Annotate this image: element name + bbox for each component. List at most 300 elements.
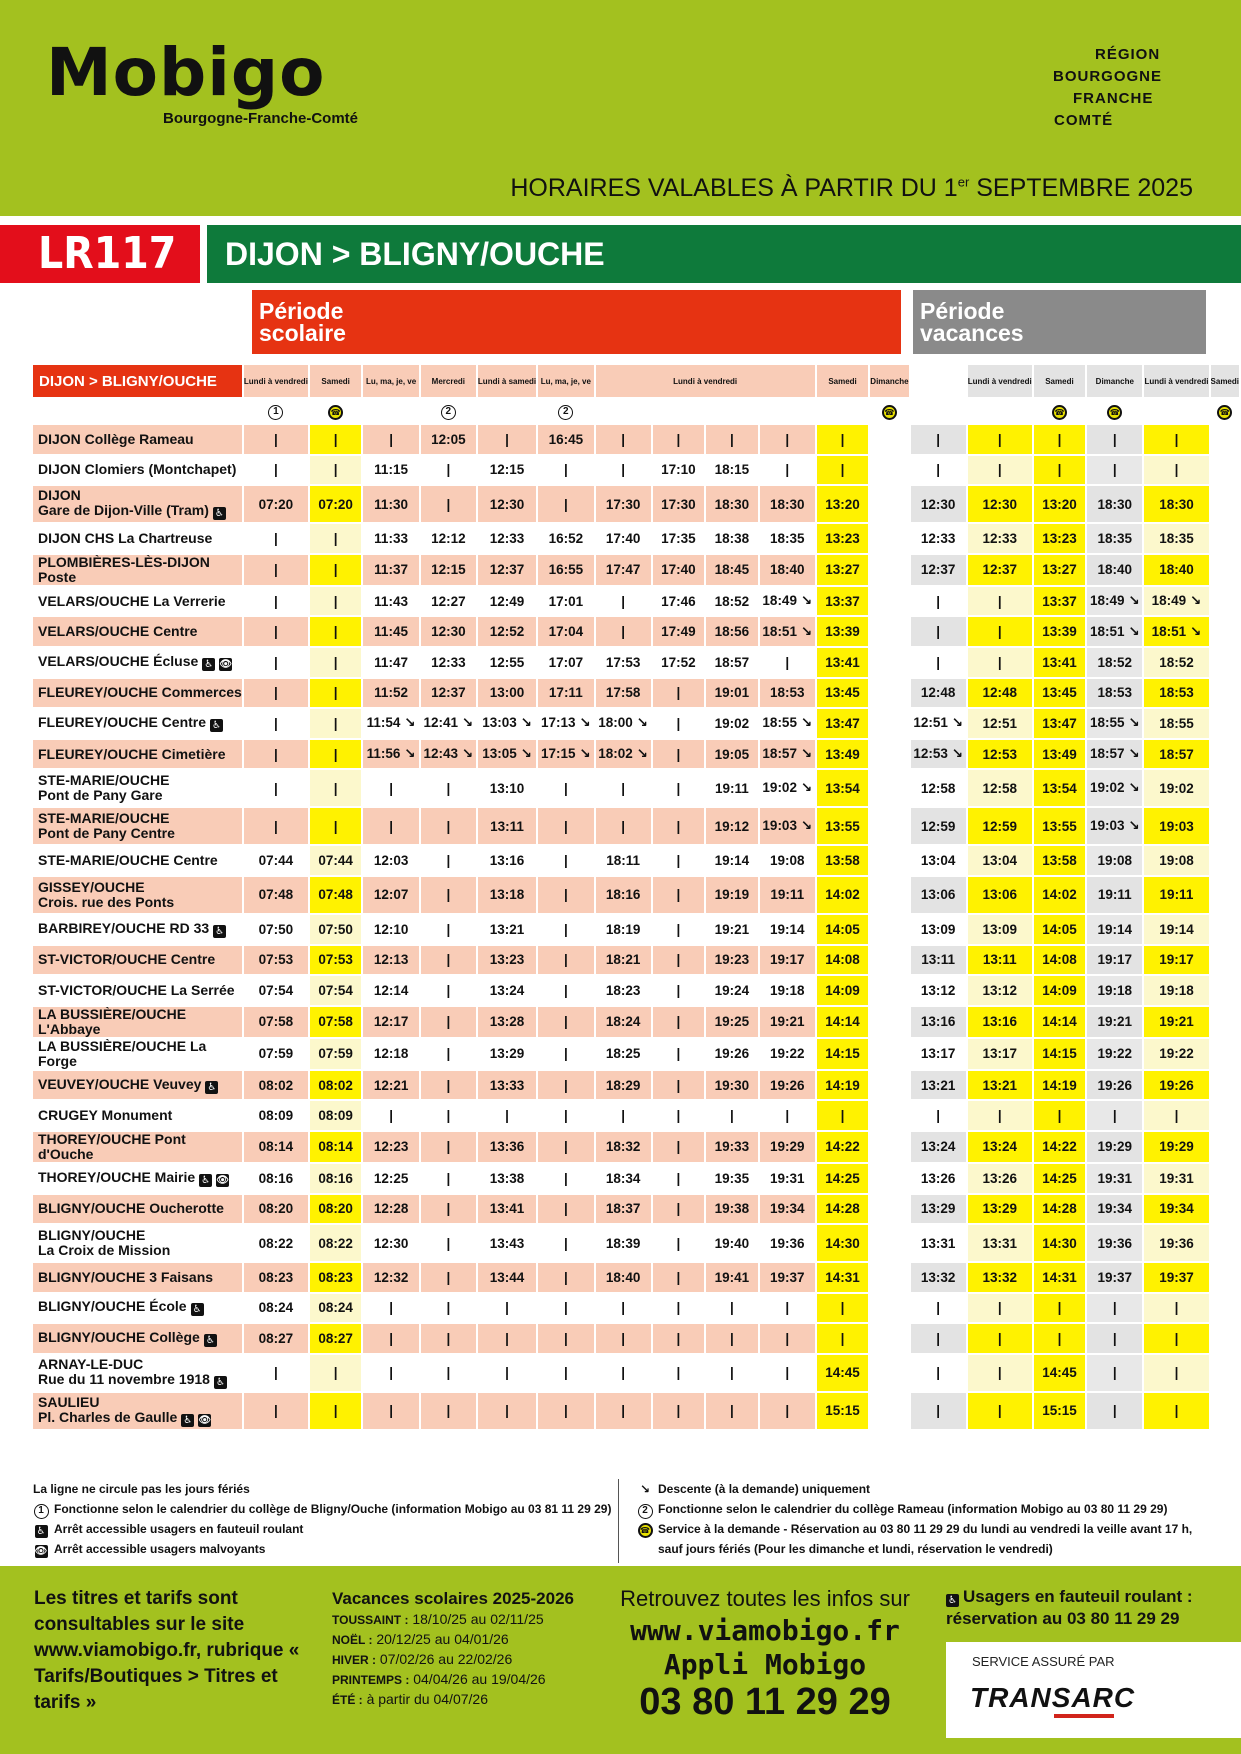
time-cell: | (421, 1132, 478, 1164)
time-cell: | (421, 915, 478, 946)
time-cell: 19:37 (760, 1263, 817, 1294)
time-cell: 14:25 (1034, 1164, 1087, 1195)
stop-name: BARBIREY/OUCHE RD 33 ♿ (33, 915, 244, 946)
time-cell: 12:07 (363, 877, 420, 915)
time-cell: | (538, 1039, 595, 1071)
time-cell: | (706, 1294, 759, 1325)
time-cell: | (968, 1324, 1034, 1355)
time-cell: 12:30 (968, 486, 1034, 524)
time-cell: 12:59 (911, 808, 968, 846)
on-demand-phone-icon: ☎ (1217, 405, 1232, 420)
time-cell: 18:40 (760, 555, 817, 587)
time-cell: | (706, 1355, 759, 1393)
time-cell: | (968, 1294, 1034, 1325)
time-cell: 18:57 (706, 648, 759, 679)
note-cell (760, 399, 817, 425)
time-cell: 12:30 (478, 486, 538, 524)
time-cell: | (363, 808, 420, 846)
note-cell (1144, 399, 1210, 425)
day-header: Lundi à vendredi (244, 365, 310, 399)
eye-icon: 👁 (219, 658, 233, 670)
period-school: Période scolaire (252, 290, 901, 354)
time-cell: 14:30 (817, 1225, 870, 1263)
time-cell: 12:17 (363, 1007, 420, 1039)
stop-name: BLIGNY/OUCHE Collège ♿ (33, 1324, 244, 1355)
gap (870, 486, 910, 524)
time-cell: | (1144, 425, 1210, 456)
time-cell: | (310, 648, 363, 679)
direction-label: DIJON > BLIGNY/OUCHE (33, 365, 244, 399)
time-cell: 18:30 (1087, 486, 1144, 524)
time-cell: 12:23 (363, 1132, 420, 1164)
time-cell: 07:58 (244, 1007, 310, 1039)
time-cell: 17:58 (596, 679, 653, 710)
time-cell: | (244, 1355, 310, 1393)
time-cell: 11:47 (363, 648, 420, 679)
time-cell: 13:24 (478, 976, 538, 1007)
time-cell: | (310, 808, 363, 846)
time-cell: 17:40 (653, 555, 706, 587)
time-cell: | (538, 1132, 595, 1164)
time-cell: 13:31 (911, 1225, 968, 1263)
time-cell: | (653, 1195, 706, 1226)
time-cell: 13:28 (478, 1007, 538, 1039)
table-row (33, 1225, 1241, 1263)
time-cell: | (760, 425, 817, 456)
time-cell: 13:21 (911, 1071, 968, 1102)
day-header: Mercredi (421, 365, 478, 399)
note-cell (968, 399, 1034, 425)
time-cell: 14:05 (817, 915, 870, 946)
time-cell: | (653, 679, 706, 710)
time-cell: 18:57 ↘ (1087, 740, 1144, 771)
time-cell: | (421, 1393, 478, 1431)
table-row (33, 1071, 1241, 1102)
time-cell: 19:02 (706, 709, 759, 740)
website[interactable]: www.viamobigo.fr (630, 1614, 900, 1647)
time-cell: 13:37 (1034, 587, 1087, 618)
table-row (33, 1195, 1241, 1226)
time-cell: | (538, 486, 595, 524)
time-cell: | (911, 1294, 968, 1325)
wheelchair-icon: ♿ (213, 507, 226, 520)
time-cell: 12:59 (968, 808, 1034, 846)
holiday-period: HIVER : 07/02/26 au 22/02/26 (332, 1651, 513, 1667)
gap (870, 1071, 910, 1102)
time-cell: | (653, 1071, 706, 1102)
time-cell: | (911, 1324, 968, 1355)
time-cell: | (538, 456, 595, 487)
time-cell: 15:15 (1034, 1393, 1087, 1431)
time-cell: | (817, 1294, 870, 1325)
holiday-period: TOUSSAINT : 18/10/25 au 02/11/25 (332, 1611, 544, 1627)
time-cell: 13:20 (817, 486, 870, 524)
time-cell: 19:11 (760, 877, 817, 915)
timetable (33, 365, 1241, 1431)
time-cell: 13:58 (817, 846, 870, 877)
time-cell: | (968, 1393, 1034, 1431)
eye-icon: 👁 (34, 1546, 48, 1557)
time-cell: | (653, 915, 706, 946)
wheelchair-icon: ♿ (35, 1525, 48, 1538)
time-cell: 19:11 (706, 770, 759, 808)
time-cell: 18:19 (596, 915, 653, 946)
time-cell: | (706, 1393, 759, 1431)
time-cell: | (760, 1294, 817, 1325)
time-cell: 07:44 (310, 846, 363, 877)
time-cell: 08:22 (310, 1225, 363, 1263)
stop-name: PLOMBIÈRES-LÈS-DIJON Poste (33, 555, 244, 587)
time-cell: 16:45 (538, 425, 595, 456)
time-cell: | (1034, 1324, 1087, 1355)
time-cell: 18:40 (596, 1263, 653, 1294)
table-row (33, 740, 1241, 771)
time-cell: 12:15 (478, 456, 538, 487)
time-cell: | (1144, 1393, 1210, 1431)
time-cell: | (1087, 1355, 1144, 1393)
time-cell: 08:20 (244, 1195, 310, 1226)
time-cell: 17:30 (653, 486, 706, 524)
time-cell: 13:37 (817, 587, 870, 618)
time-cell: 13:09 (911, 915, 968, 946)
time-cell: 08:27 (310, 1324, 363, 1355)
time-cell: 17:35 (653, 524, 706, 555)
time-cell: | (911, 648, 968, 679)
note-cell (870, 399, 910, 425)
time-cell: 12:33 (968, 524, 1034, 555)
notes-row (33, 399, 1241, 425)
time-cell: 19:14 (1087, 915, 1144, 946)
time-cell: | (538, 1164, 595, 1195)
header-row (33, 365, 1241, 399)
time-cell: 13:16 (911, 1007, 968, 1039)
time-cell: 18:49 ↘ (1087, 587, 1144, 618)
time-cell: 18:39 (596, 1225, 653, 1263)
stop-name: VELARS/OUCHE La Verrerie (33, 587, 244, 618)
stop-name: BLIGNY/OUCHE 3 Faisans (33, 1263, 244, 1294)
time-cell: 14:22 (817, 1132, 870, 1164)
stop-name: VELARS/OUCHE Écluse ♿ 👁 (33, 648, 244, 679)
holiday-period: NOËL : 20/12/25 au 04/01/26 (332, 1631, 509, 1647)
time-cell: 19:29 (1144, 1132, 1210, 1164)
time-cell: | (538, 946, 595, 977)
time-cell: | (911, 1101, 968, 1132)
legend-note-2: 2 Fonctionne selon le calendrier du collège Rameau (information Mobigo au 03 80 11 29 29) (637, 1499, 1206, 1519)
time-cell: 08:23 (310, 1263, 363, 1294)
time-cell: 12:18 (363, 1039, 420, 1071)
time-cell: | (538, 915, 595, 946)
table-row (33, 808, 1241, 846)
time-cell: 19:31 (1087, 1164, 1144, 1195)
time-cell: 07:50 (244, 915, 310, 946)
time-cell: 13:23 (1034, 524, 1087, 555)
time-cell: 13:17 (968, 1039, 1034, 1071)
time-cell: 11:56 ↘ (363, 740, 420, 771)
time-cell: | (817, 456, 870, 487)
time-cell: 12:14 (363, 976, 420, 1007)
time-cell: | (653, 846, 706, 877)
time-cell: | (310, 1393, 363, 1431)
time-cell: | (968, 456, 1034, 487)
time-cell: | (911, 456, 968, 487)
time-cell: 08:24 (310, 1294, 363, 1325)
time-cell: 07:48 (244, 877, 310, 915)
time-cell: 19:34 (760, 1195, 817, 1226)
note-cell (1087, 399, 1144, 425)
time-cell: | (1087, 456, 1144, 487)
time-cell: | (478, 1324, 538, 1355)
time-cell: | (1034, 1101, 1087, 1132)
time-cell: | (421, 808, 478, 846)
gap (870, 915, 910, 946)
eye-icon: 👁 (216, 1174, 229, 1186)
time-cell: 13:23 (478, 946, 538, 977)
time-cell: 08:24 (244, 1294, 310, 1325)
time-cell: | (1144, 1294, 1210, 1325)
tarifs-info: Les titres et tarifs sont consultables sur le site www.viamobigo.fr, rubrique « Tarifs/Boutiques > Titres et tarifs » (34, 1588, 300, 1713)
table-row (33, 617, 1241, 648)
time-cell: 12:30 (363, 1225, 420, 1263)
time-cell: 14:09 (1034, 976, 1087, 1007)
gap (870, 1039, 910, 1071)
stop-name: BLIGNY/OUCHE La Croix de Mission (33, 1225, 244, 1263)
school-holidays: Vacances scolaires 2025-2026 TOUSSAINT : 18/10/25 au 02/11/25 NOËL : 20/12/25 au 04/01/26 HIVER : 07/02/26 au 22/02/26 PRINTEMPS : 04/04/26 au 19/04/26 ÉTÉ : à partir du 04/07/26 (332, 1588, 602, 1710)
time-cell: | (363, 425, 420, 456)
time-cell: 14:31 (1034, 1263, 1087, 1294)
time-cell: | (421, 1039, 478, 1071)
region-logo (1053, 44, 1193, 132)
gap (870, 877, 910, 915)
holiday-period: PRINTEMPS : 04/04/26 au 19/04/26 (332, 1671, 546, 1687)
time-cell: 17:49 (653, 617, 706, 648)
time-cell: | (244, 555, 310, 587)
region-line: BOURGOGNE (1053, 68, 1163, 85)
time-cell: 18:49 ↘ (760, 587, 817, 618)
time-cell: 13:12 (911, 976, 968, 1007)
time-cell: 16:55 (538, 555, 595, 587)
table-row (33, 846, 1241, 877)
time-cell: | (538, 1007, 595, 1039)
time-cell: 13:41 (1034, 648, 1087, 679)
time-cell: | (653, 1393, 706, 1431)
time-cell: 12:53 ↘ (911, 740, 968, 771)
time-cell: | (596, 1393, 653, 1431)
time-cell: 14:05 (1034, 915, 1087, 946)
time-cell: | (478, 1355, 538, 1393)
time-cell: 12:49 (478, 587, 538, 618)
time-cell: 19:26 (1087, 1071, 1144, 1102)
time-cell: 19:02 ↘ (1087, 770, 1144, 808)
time-cell: | (653, 877, 706, 915)
time-cell: 12:53 (968, 740, 1034, 771)
stop-name: STE-MARIE/OUCHE Pont de Pany Gare (33, 770, 244, 808)
header-band (0, 0, 1241, 216)
time-cell: | (421, 1164, 478, 1195)
time-cell: 13:00 (478, 679, 538, 710)
time-cell: 12:58 (968, 770, 1034, 808)
time-cell: 19:36 (1144, 1225, 1210, 1263)
time-cell: 19:08 (1087, 846, 1144, 877)
time-cell: 13:45 (817, 679, 870, 710)
time-cell: 13:49 (1034, 740, 1087, 771)
time-cell: 13:24 (911, 1132, 968, 1164)
time-cell: 18:30 (1144, 486, 1210, 524)
day-header: Lundi à vendredi (1144, 365, 1210, 399)
table-row (33, 679, 1241, 710)
time-cell: 14:31 (817, 1263, 870, 1294)
gap (870, 617, 910, 648)
time-cell: | (478, 425, 538, 456)
time-cell: 14:02 (1034, 877, 1087, 915)
time-cell: | (244, 587, 310, 618)
time-cell: 19:03 ↘ (760, 808, 817, 846)
time-cell: 14:30 (1034, 1225, 1087, 1263)
time-cell: | (596, 425, 653, 456)
time-cell: 19:29 (760, 1132, 817, 1164)
time-cell: | (1034, 1294, 1087, 1325)
time-cell: | (653, 1263, 706, 1294)
time-cell: 19:37 (1087, 1263, 1144, 1294)
stop-name: ARNAY-LE-DUC Rue du 11 novembre 1918 ♿ (33, 1355, 244, 1393)
time-cell: | (421, 976, 478, 1007)
time-cell: 12:32 (363, 1263, 420, 1294)
time-cell: | (244, 648, 310, 679)
stop-name: GISSEY/OUCHE Crois. rue des Ponts (33, 877, 244, 915)
time-cell: 19:18 (1087, 976, 1144, 1007)
time-cell: 18:52 (1144, 648, 1210, 679)
table-row (33, 770, 1241, 808)
time-cell: 19:23 (706, 946, 759, 977)
stop-name: STE-MARIE/OUCHE Pont de Pany Centre (33, 808, 244, 846)
time-cell: | (310, 425, 363, 456)
table-row (33, 1164, 1241, 1195)
time-cell: 12:51 ↘ (911, 709, 968, 740)
time-cell: | (911, 587, 968, 618)
time-cell: 17:04 (538, 617, 595, 648)
time-cell: 13:23 (817, 524, 870, 555)
time-cell: 18:51 ↘ (1087, 617, 1144, 648)
time-cell: 13:06 (911, 877, 968, 915)
time-cell: | (817, 1324, 870, 1355)
time-cell: 12:52 (478, 617, 538, 648)
time-cell: | (244, 456, 310, 487)
phone-number[interactable]: 03 80 11 29 29 (639, 1681, 891, 1723)
time-cell: | (653, 946, 706, 977)
time-cell: | (653, 1294, 706, 1325)
time-cell: 19:36 (760, 1225, 817, 1263)
time-cell: 12:51 (968, 709, 1034, 740)
time-cell: 19:24 (706, 976, 759, 1007)
stop-name: STE-MARIE/OUCHE Centre (33, 846, 244, 877)
legend-visually-impaired: 👁 Arrêt accessible usagers malvoyants (34, 1542, 266, 1557)
time-cell: | (310, 740, 363, 771)
time-cell: 12:21 (363, 1071, 420, 1102)
time-cell: 12:33 (911, 524, 968, 555)
time-cell: 13:44 (478, 1263, 538, 1294)
note-cell (478, 399, 538, 425)
eye-icon: 👁 (198, 1414, 212, 1426)
time-cell: 17:07 (538, 648, 595, 679)
time-cell: 18:57 (1144, 740, 1210, 771)
table-row (33, 587, 1241, 618)
gap (870, 1324, 910, 1355)
time-cell: 08:16 (310, 1164, 363, 1195)
time-cell: | (538, 1195, 595, 1226)
time-cell: 13:16 (478, 846, 538, 877)
table-row (33, 1039, 1241, 1071)
time-cell: 13:31 (968, 1225, 1034, 1263)
time-cell: | (421, 770, 478, 808)
table-row (33, 425, 1241, 456)
holiday-period: ÉTÉ : à partir du 04/07/26 (332, 1691, 488, 1707)
time-cell: 19:36 (1087, 1225, 1144, 1263)
time-cell: 07:44 (244, 846, 310, 877)
note-cell (421, 399, 478, 425)
time-cell: | (421, 1195, 478, 1226)
on-demand-phone-icon: ☎ (1052, 405, 1067, 420)
time-cell: 13:32 (968, 1263, 1034, 1294)
stop-name: THOREY/OUCHE Pont d'Ouche (33, 1132, 244, 1164)
gap (870, 846, 910, 877)
time-cell: 19:03 (1144, 808, 1210, 846)
time-cell: | (596, 1294, 653, 1325)
region-line: RÉGION (1095, 46, 1161, 63)
gap (870, 587, 910, 618)
time-cell: 18:51 ↘ (760, 617, 817, 648)
time-cell: 19:08 (760, 846, 817, 877)
time-cell: 19:25 (706, 1007, 759, 1039)
note-1-icon: 1 (34, 1504, 49, 1519)
time-cell: | (310, 679, 363, 710)
time-cell: 08:16 (244, 1164, 310, 1195)
wheelchair-icon: ♿ (199, 1174, 212, 1187)
note-cell (244, 399, 310, 425)
time-cell: | (968, 1101, 1034, 1132)
gap (870, 1294, 910, 1325)
time-cell: 14:25 (817, 1164, 870, 1195)
note-icon: 2 (441, 405, 456, 420)
empty (33, 399, 244, 425)
time-cell: 11:30 (363, 486, 420, 524)
time-cell: 18:56 (706, 617, 759, 648)
time-cell: 11:37 (363, 555, 420, 587)
stop-name: FLEUREY/OUCHE Commerces (33, 679, 244, 710)
time-cell: | (421, 846, 478, 877)
gap (870, 648, 910, 679)
time-cell: | (653, 1101, 706, 1132)
time-cell: | (244, 524, 310, 555)
stop-name: VEUVEY/OUCHE Veuvey ♿ (33, 1071, 244, 1102)
day-header: Dimanche (1087, 365, 1144, 399)
time-cell: 13:26 (911, 1164, 968, 1195)
time-cell: 14:15 (817, 1039, 870, 1071)
time-cell: | (538, 1101, 595, 1132)
gap (870, 1263, 910, 1294)
time-cell: | (653, 1164, 706, 1195)
time-cell: 07:54 (310, 976, 363, 1007)
stop-name: CRUGEY Monument (33, 1101, 244, 1132)
stop-name: DIJON Clomiers (Montchapet) (33, 456, 244, 487)
time-cell: 07:50 (310, 915, 363, 946)
time-cell: 18:55 ↘ (760, 709, 817, 740)
time-cell: 12:03 (363, 846, 420, 877)
time-cell: 13:29 (911, 1195, 968, 1226)
time-cell: 13:09 (968, 915, 1034, 946)
time-cell: | (538, 1263, 595, 1294)
time-cell: 13:11 (478, 808, 538, 846)
time-cell: 13:38 (478, 1164, 538, 1195)
stop-name: BLIGNY/OUCHE Oucherotte (33, 1195, 244, 1226)
